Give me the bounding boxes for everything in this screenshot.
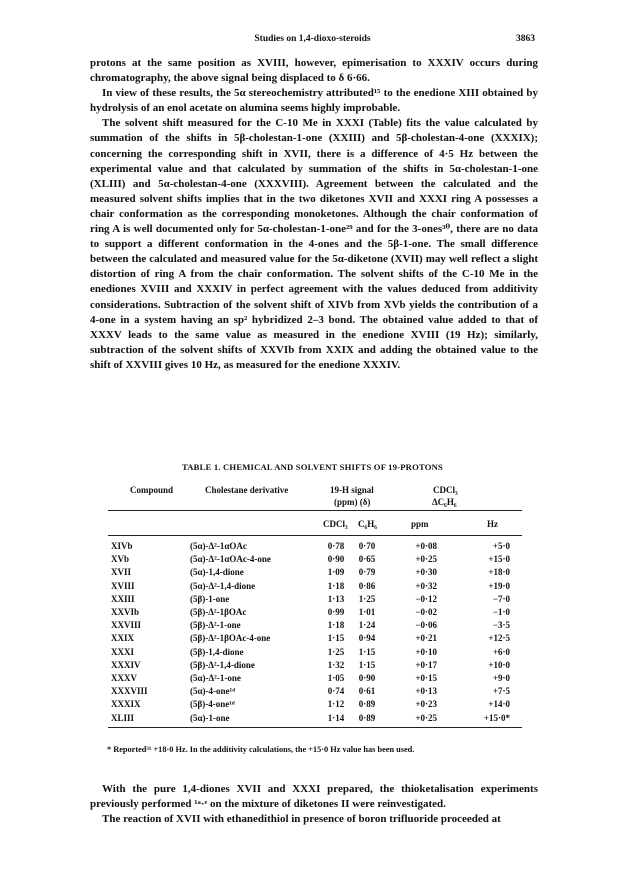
delta-hz-cell: +6·0 <box>492 646 510 657</box>
cdcl3-shift-cell: 1·05 <box>327 673 345 683</box>
cdcl3-shift-cell: 1·18 <box>327 580 345 591</box>
derivative-cell: (5β)-Δ²-1-one <box>190 620 241 631</box>
derivative-cell: (5α)-4-one¹ᵈ <box>190 686 236 697</box>
derivative-cell: (5β)-Δ²-1βOAc-4-one <box>190 633 271 644</box>
c6h6-shift-cell: 0·86 <box>358 580 376 591</box>
c6h6-shift-cell: 0·61 <box>358 686 376 697</box>
col-header-solvent-delta: ΔC₆H₆ <box>432 497 457 507</box>
delta-ppm-cell: +0·10 <box>415 646 437 657</box>
delta-hz-cell: +15·0 <box>488 554 510 565</box>
delta-hz-cell: +19·0 <box>488 580 510 591</box>
delta-ppm-cell: +0·32 <box>415 580 437 591</box>
col-header-c6h6: C₆H₆ <box>358 519 377 529</box>
table-caption: TABLE 1. CHEMICAL AND SOLVENT SHIFTS OF 19-PROTONS <box>181 462 444 472</box>
col-header-signal-unit: (ppm) (δ) <box>334 497 371 507</box>
delta-ppm-cell: +0·23 <box>415 699 437 710</box>
derivative-cell: (5α)-Δ²-1-one <box>190 673 241 683</box>
cdcl3-shift-cell: 0·78 <box>327 541 345 551</box>
table-row <box>0 660 625 672</box>
derivative-cell: (5α)-Δ²-1αOAc-4-one <box>190 554 271 565</box>
delta-hz-cell: +9·0 <box>492 673 510 683</box>
col-header-hz: Hz <box>487 519 498 529</box>
delta-ppm-cell: +0·25 <box>415 554 437 565</box>
delta-ppm-cell: +0·25 <box>415 712 437 723</box>
cdcl3-shift-cell: 0·99 <box>327 607 345 617</box>
compound-cell: XVIII <box>111 580 135 591</box>
derivative-cell: (5β)-1-one <box>190 593 230 604</box>
c6h6-shift-cell: 0·89 <box>358 712 376 723</box>
delta-ppm-cell: +0·13 <box>415 686 437 697</box>
table-row <box>0 541 625 553</box>
c6h6-shift-cell: 1·15 <box>358 646 376 657</box>
c6h6-shift-cell: 1·01 <box>358 607 376 617</box>
compound-cell: XVII <box>111 567 132 578</box>
delta-ppm-cell: +0·15 <box>415 673 437 683</box>
table-row <box>0 567 625 579</box>
paragraph: protons at the same position as XVIII, however, epimerisation to XXXIV occurs during chromatography, the above signal being displaced to δ 6·66. <box>90 57 538 85</box>
c6h6-shift-cell: 0·90 <box>358 673 376 683</box>
compound-cell: XXXVIII <box>111 686 148 697</box>
body-text-top <box>90 56 538 373</box>
c6h6-shift-cell: 0·70 <box>358 541 376 551</box>
table-row <box>0 686 625 698</box>
body-text-bottom <box>90 782 538 827</box>
cdcl3-shift-cell: 1·12 <box>327 699 345 710</box>
table-row <box>0 581 625 593</box>
cdcl3-shift-cell: 1·25 <box>327 646 345 657</box>
delta-ppm-cell: +0·21 <box>415 633 437 644</box>
running-title: Studies on 1,4-dioxo-steroids <box>254 34 371 44</box>
delta-ppm-cell: +0·30 <box>415 567 437 578</box>
delta-hz-cell: +15·0* <box>483 712 510 723</box>
table-rule-header <box>108 535 522 536</box>
delta-hz-cell: +14·0 <box>488 699 510 710</box>
paragraph: The solvent shift measured for the C-10 Me in XXXI (Table) fits the value calculated by summation of the shifts in 5β-cholestan-1-one (XXIII) and 5β-cholestan-4-one (XXXIX); concerning the corresponding shift in XVII, there is a difference of 4·5 Hz between the experimental value and that calculated by summation of the shifts in 5α-cholestan-1-one (XLIII) and 5α-cholestan-4-one (XXXVIII). Agreement between the calculated and the measured solvent shifts implies that in the two diketones XVII and XXXI ring A possesses a chair conformation as the corresponding monoketones. Although the chair conformation of ring A is well documented only for 5α-cholestan-1-one²⁹ and for the 3-ones³⁰, there are no data to support a different conformation in the 4-ones and the 5β-1-one. The small difference between the calculated and measured value for the 5α-diketone (XVII) may well reflect a slight distortion of ring A from the chair conformation. The solvent shifts of the C-10 Me in the enediones XVIII and XXXIV in perfect agreement with the values deduced from additivity considerations. Subtraction of the solvent shift of XIVb from XVb yields the contribution of a 4-one in a system having an sp² hybridized 2–3 bond. The obtained value added to that of XXXV leads to the same value as measured in the enedione XVIII (19 Hz); similarly, subtraction of the solvent shifts of XXVIb from XXIX and adding the obtained value to the shift of XXVIII gives 10 Hz, as measured for the enedione XXXIV. <box>90 117 538 371</box>
derivative-cell: (5α)-Δ²-1,4-dione <box>190 580 256 591</box>
cdcl3-shift-cell: 0·90 <box>327 554 345 565</box>
compound-cell: XLIII <box>111 712 135 723</box>
compound-cell: XVb <box>111 554 130 565</box>
running-header <box>90 34 535 48</box>
c6h6-shift-cell: 1·15 <box>358 659 376 670</box>
compound-cell: XXVIII <box>111 620 142 631</box>
derivative-cell: (5β)-Δ²-1,4-dione <box>190 659 255 670</box>
derivative-cell: (5α)-1,4-dione <box>190 567 244 578</box>
compound-cell: XIVb <box>111 541 133 551</box>
derivative-cell: (5α)-1-one <box>190 712 230 723</box>
delta-ppm-cell: −0·12 <box>415 593 437 604</box>
delta-hz-cell: +7·5 <box>492 686 510 697</box>
compound-cell: XXXV <box>111 673 137 683</box>
derivative-cell: (5β)-Δ²-1βOAc <box>190 607 247 617</box>
delta-ppm-cell: −0·02 <box>415 607 437 617</box>
delta-hz-cell: +12·5 <box>488 633 510 644</box>
c6h6-shift-cell: 0·65 <box>358 554 376 565</box>
compound-cell: XXIX <box>111 633 135 644</box>
compound-cell: XXIII <box>111 593 135 604</box>
col-header-cdcl3: CDCl₃ <box>323 519 348 529</box>
c6h6-shift-cell: 0·94 <box>358 633 376 644</box>
col-header-ppm: ppm <box>411 519 429 529</box>
table-row <box>0 554 625 566</box>
cdcl3-shift-cell: 0·74 <box>327 686 345 697</box>
delta-hz-cell: +18·0 <box>488 567 510 578</box>
c6h6-shift-cell: 0·89 <box>358 699 376 710</box>
cdcl3-shift-cell: 1·09 <box>327 567 345 578</box>
table-rule-bottom <box>108 727 522 728</box>
delta-hz-cell: −1·0 <box>492 607 510 617</box>
col-header-signal: 19-H signal <box>330 485 374 495</box>
paragraph: The reaction of XVII with ethanedithiol in presence of boron trifluoride proceeded at <box>102 813 501 826</box>
table-rule-sub <box>108 510 522 511</box>
table-footnote: * Reported³¹ +18·0 Hz. In the additivity calculations, the +15·0 Hz value has been used. <box>107 745 415 754</box>
table-row <box>0 633 625 645</box>
compound-cell: XXVIb <box>111 607 140 617</box>
cdcl3-shift-cell: 1·15 <box>327 633 345 644</box>
table-row <box>0 594 625 606</box>
derivative-cell: (5β)-4-one¹ᵈ <box>190 699 235 710</box>
c6h6-shift-cell: 1·25 <box>358 593 376 604</box>
delta-hz-cell: −7·0 <box>492 593 510 604</box>
compound-cell: XXXI <box>111 646 135 657</box>
col-header-derivative: Cholestane derivative <box>205 485 289 495</box>
derivative-cell: (5β)-1,4-dione <box>190 646 244 657</box>
delta-ppm-cell: +0·08 <box>415 541 437 551</box>
col-header-compound: Compound <box>130 485 174 495</box>
page-number: 3863 <box>516 34 535 44</box>
table-row <box>0 713 625 725</box>
delta-ppm-cell: +0·17 <box>415 659 437 670</box>
cdcl3-shift-cell: 1·13 <box>327 593 345 604</box>
table-row <box>0 647 625 659</box>
cdcl3-shift-cell: 1·32 <box>327 659 345 670</box>
cdcl3-shift-cell: 1·18 <box>327 620 345 631</box>
col-header-solvent: CDCl₃ <box>433 485 458 495</box>
derivative-cell: (5α)-Δ²-1αOAc <box>190 541 247 551</box>
paragraph: In view of these results, the 5α stereochemistry attributed¹⁵ to the enedione XIII obtained by hydrolysis of an enol acetate on alumina seems highly improbable. <box>90 87 538 115</box>
delta-ppm-cell: −0·06 <box>415 620 437 631</box>
cdcl3-shift-cell: 1·14 <box>327 712 345 723</box>
table-row <box>0 673 625 685</box>
c6h6-shift-cell: 1·24 <box>358 620 376 631</box>
table-row <box>0 607 625 619</box>
delta-hz-cell: +5·0 <box>492 541 510 551</box>
c6h6-shift-cell: 0·79 <box>358 567 376 578</box>
compound-cell: XXXIX <box>111 699 141 710</box>
paragraph: With the pure 1,4-diones XVII and XXXI prepared, the thioketalisation experiments previously performed ¹ᵃ·ᵉ on the mixture of diketones II were reinvestigated. <box>90 783 538 811</box>
compound-cell: XXXIV <box>111 659 141 670</box>
table-row <box>0 620 625 632</box>
delta-hz-cell: −3·5 <box>492 620 510 631</box>
delta-hz-cell: +10·0 <box>488 659 510 670</box>
table-row <box>0 699 625 711</box>
